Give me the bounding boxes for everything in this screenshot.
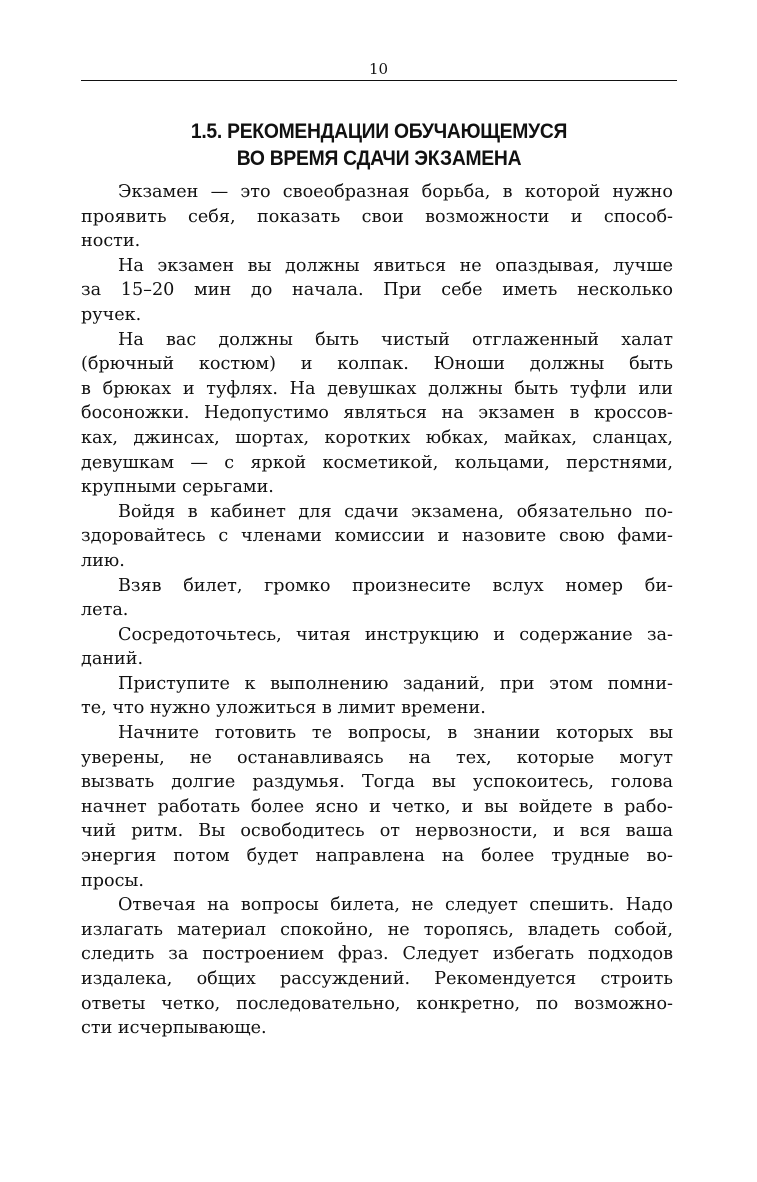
body-text <box>81 180 673 1041</box>
text-line: издалека, общих рассуждений. Рекомендуется строить <box>81 969 673 989</box>
text-line: ках, джинсах, шортах, коротких юбках, майках, сланцах, <box>81 427 673 448</box>
text-line: уверены, не останавливаясь на тех, которые могут <box>81 747 673 768</box>
text-line: На экзамен вы должны явиться не опаздывая, лучше <box>118 255 673 276</box>
text-line: крупными серьгами. <box>81 477 274 498</box>
text-line: сти исчерпывающе. <box>81 1018 267 1039</box>
text-line: лию. <box>81 550 125 571</box>
paragraph <box>81 254 673 328</box>
text-line: за 15–20 мин до начала. При себе иметь несколько <box>81 280 673 301</box>
paragraph <box>81 672 673 721</box>
paragraph <box>81 328 673 500</box>
text-line: проявить себя, показать свои возможности и способ- <box>81 206 673 227</box>
paragraph <box>81 180 673 254</box>
text-line: Войдя в кабинет для сдачи экзамена, обязательно по- <box>118 501 673 522</box>
text-line: энергия потом будет направлена на более трудные во- <box>81 846 673 867</box>
text-line: босоножки. Недопустимо являться на экзамен в кроссов- <box>81 403 673 424</box>
text-line: даний. <box>81 649 144 670</box>
page-number: 10 <box>368 60 389 78</box>
text-line: в брюках и туфлях. На девушках должны быть туфли или <box>81 378 673 399</box>
text-line: Сосредоточьтесь, читая инструкцию и содержание за- <box>118 624 673 645</box>
text-line: (брючный костюм) и колпак. Юноши должны быть <box>81 354 673 375</box>
paragraph <box>81 721 673 893</box>
text-line: следить за построением фраз. Следует избегать подходов <box>81 944 673 965</box>
paragraph <box>81 500 673 574</box>
text-line: ручек. <box>81 304 142 325</box>
text-line: просы. <box>81 870 145 891</box>
text-line: Экзамен — это своеобразная борьба, в которой нужно <box>118 182 673 202</box>
text-line: Отвечая на вопросы билета, не следует спешить. Надо <box>118 895 673 916</box>
text-line: те, что нужно уложиться в лимит времени. <box>81 698 486 719</box>
section-title <box>105 118 653 172</box>
text-line: Приступите к выполнению заданий, при этом помни- <box>118 673 673 694</box>
section-title-line-2: ВО ВРЕМЯ СДАЧИ ЭКЗАМЕНА <box>236 147 522 170</box>
text-line: чий ритм. Вы освободитесь от нервозности, и вся ваша <box>81 821 673 842</box>
text-line: девушкам — с яркой косметикой, кольцами, перстнями, <box>81 452 673 473</box>
text-line: излагать материал спокойно, не торопясь, владеть собой, <box>81 919 673 940</box>
paragraph <box>81 623 673 672</box>
section-title-line-1: 1.5. РЕКОМЕНДАЦИИ ОБУЧАЮЩЕМУСЯ <box>190 120 568 143</box>
paragraph <box>81 893 673 1041</box>
paragraph <box>81 574 673 623</box>
text-line: начнет работать более ясно и четко, и вы войдете в рабо- <box>81 796 673 817</box>
header-rule <box>81 80 677 81</box>
text-line: Начните готовить те вопросы, в знании которых вы <box>118 723 673 744</box>
text-line: На вас должны быть чистый отглаженный халат <box>118 329 673 350</box>
text-line: ответы четко, последовательно, конкретно, по возможно- <box>81 993 673 1014</box>
text-line: Взяв билет, громко произнесите вслух номер би- <box>118 575 673 596</box>
text-line: вызвать долгие раздумья. Тогда вы успокоитесь, голова <box>81 772 673 793</box>
text-line: ности. <box>81 231 141 252</box>
text-line: лета. <box>81 600 129 621</box>
text-line: здоровайтесь с членами комиссии и назовите свою фами- <box>81 526 673 547</box>
